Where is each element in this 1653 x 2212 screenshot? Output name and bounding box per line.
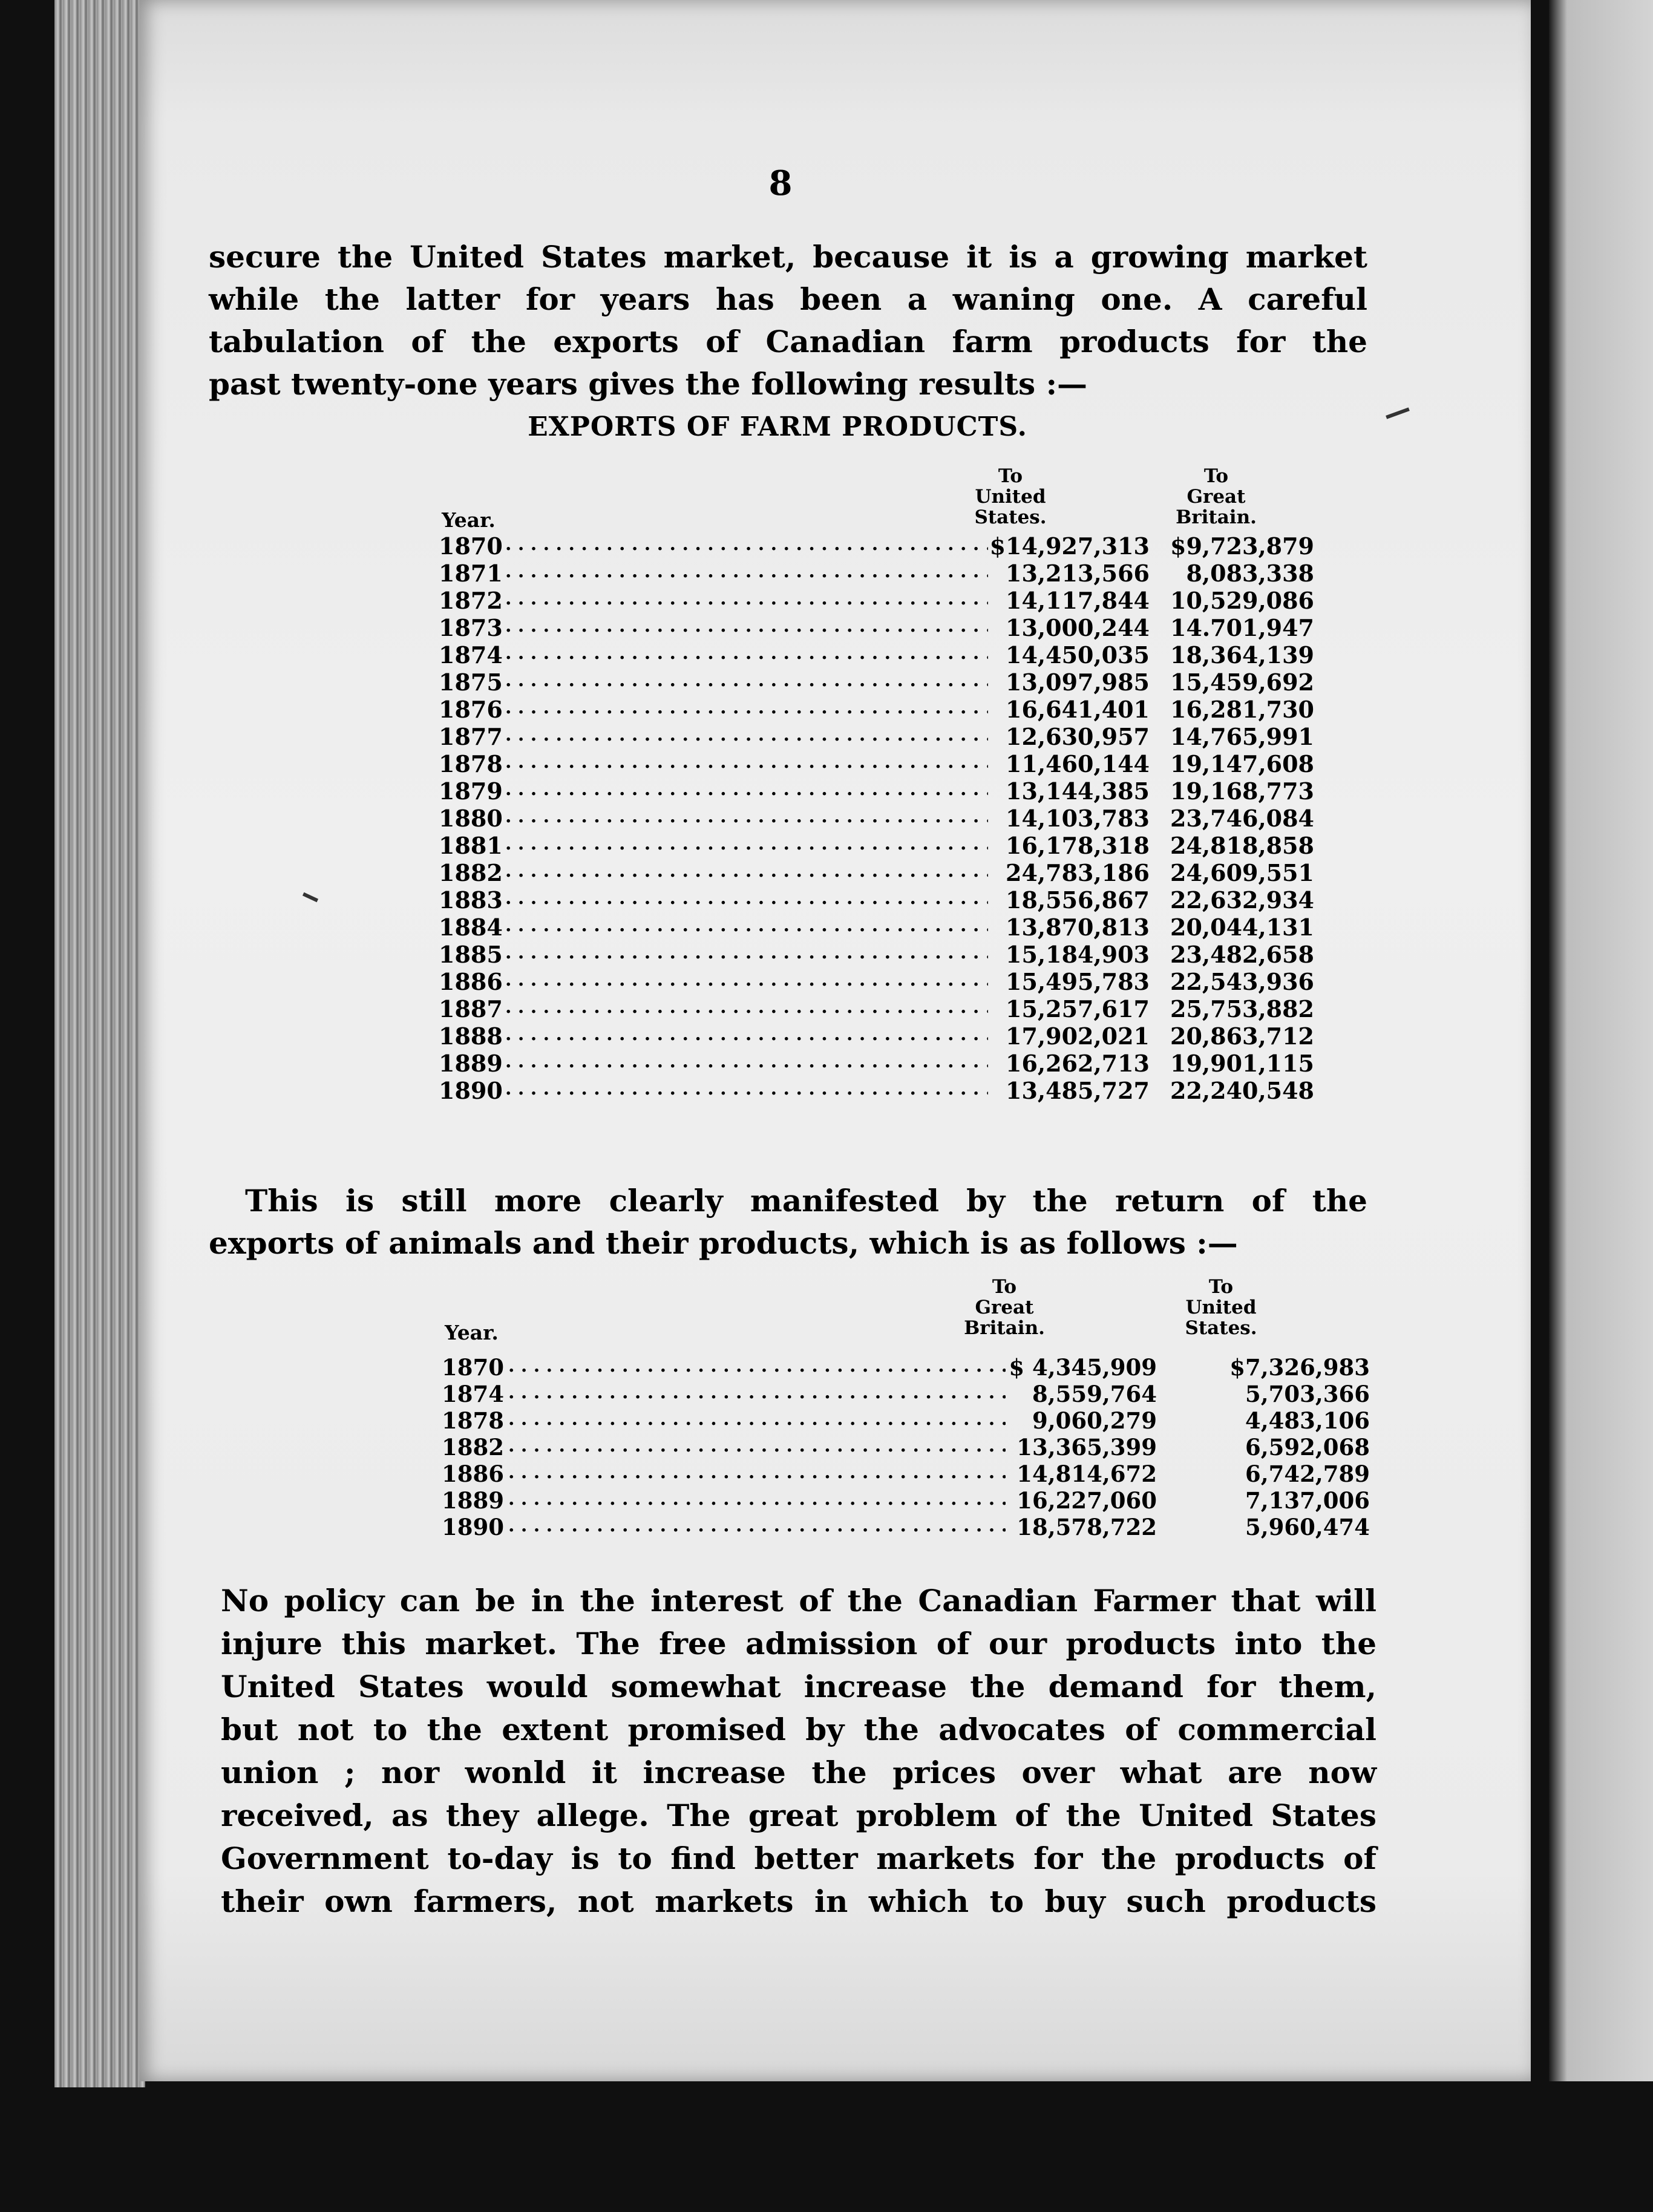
leader-dots: [505, 832, 988, 859]
leader-dots: [505, 1023, 988, 1050]
animal-exports-table: [442, 1354, 1370, 1540]
value-cell: 10,529,086: [1170, 587, 1314, 614]
value-cell: 5,703,366: [1245, 1381, 1370, 1407]
value-cell: 13,870,813: [1006, 914, 1150, 941]
value-cell: 19,147,608: [1170, 750, 1314, 777]
value-cell: 13,213,566: [1006, 560, 1150, 587]
leader-dots: [505, 750, 988, 777]
column-header-great-britain: [1156, 466, 1277, 528]
table-row: [439, 696, 1314, 723]
header-line: United: [975, 486, 1046, 508]
value-cell: 16,262,713: [1006, 1050, 1150, 1077]
value-cell: 16,178,318: [1006, 832, 1150, 859]
year-cell: 1886: [439, 968, 503, 995]
page-edges: [54, 0, 145, 2087]
table-row: [442, 1407, 1370, 1434]
value-cell: 16,641,401: [1006, 696, 1150, 723]
leader-dots: [505, 914, 988, 941]
year-cell: 1877: [439, 723, 503, 750]
leader-dots: [505, 1077, 988, 1104]
value-cell: 20,863,712: [1170, 1023, 1314, 1050]
year-cell: 1882: [439, 859, 503, 886]
leader-dots: [505, 995, 988, 1023]
value-cell: 19,168,773: [1170, 777, 1314, 805]
table-row: [439, 641, 1314, 669]
value-cell: 9,060,279: [1032, 1407, 1157, 1434]
leader-dots: [508, 1461, 1006, 1487]
value-cell: 16,281,730: [1170, 696, 1314, 723]
year-cell: 1876: [439, 696, 503, 723]
value-cell: 7,137,006: [1245, 1487, 1370, 1514]
table-row: [439, 832, 1314, 859]
value-cell: 8,559,764: [1032, 1381, 1157, 1407]
leader-dots: [505, 777, 988, 805]
year-cell: 1878: [442, 1407, 504, 1434]
column-header-great-britain: [944, 1277, 1065, 1338]
column-header-united-states: [950, 466, 1071, 528]
year-cell: 1884: [439, 914, 503, 941]
value-cell: 22,632,934: [1170, 886, 1314, 914]
leader-dots: [505, 886, 988, 914]
value-cell: 6,742,789: [1245, 1461, 1370, 1487]
year-cell: 1890: [442, 1514, 504, 1540]
leader-dots: [505, 859, 988, 886]
value-cell: 14,103,783: [1006, 805, 1150, 832]
value-cell: 15,257,617: [1006, 995, 1150, 1023]
value-cell: 24,609,551: [1170, 859, 1314, 886]
year-cell: 1887: [439, 995, 503, 1023]
table-row: [439, 587, 1314, 614]
leader-dots: [508, 1407, 1006, 1434]
value-cell: 13,485,727: [1006, 1077, 1150, 1104]
value-cell: $7,326,983: [1229, 1354, 1370, 1381]
year-cell: 1886: [442, 1461, 504, 1487]
text-line: past twenty-one years gives the following results :—: [209, 366, 1088, 402]
value-cell: 13,144,385: [1006, 777, 1150, 805]
header-line: To: [1203, 465, 1229, 487]
value-cell: 14,765,991: [1170, 723, 1314, 750]
year-cell: 1874: [439, 641, 503, 669]
table-row: [439, 995, 1314, 1023]
value-cell: 15,184,903: [1006, 941, 1150, 968]
value-cell: $14,927,313: [989, 532, 1150, 560]
value-cell: 18,556,867: [1006, 886, 1150, 914]
text-line: while the latter for years has been a waning one. A careful: [209, 281, 1367, 317]
leader-dots: [505, 669, 988, 696]
value-cell: 13,097,985: [1006, 669, 1150, 696]
year-cell: 1883: [439, 886, 503, 914]
leader-dots: [505, 641, 988, 669]
text-line: injure this market. The free admission of our products into the: [221, 1626, 1376, 1661]
header-line: United: [1185, 1297, 1257, 1318]
page-number: 8: [768, 163, 793, 203]
leader-dots: [508, 1514, 1006, 1540]
header-line: States.: [974, 506, 1047, 528]
leader-dots: [508, 1354, 1006, 1381]
header-line: Britain.: [1176, 506, 1257, 528]
middle-paragraph: [209, 1180, 1367, 1265]
table-row: [439, 1023, 1314, 1050]
year-cell: 1878: [439, 750, 503, 777]
leader-dots: [508, 1434, 1006, 1461]
text-line: tabulation of the exports of Canadian farm products for the: [209, 324, 1367, 359]
value-cell: 12,630,957: [1006, 723, 1150, 750]
value-cell: 16,227,060: [1016, 1487, 1157, 1514]
leader-dots: [505, 696, 988, 723]
table-row: [439, 750, 1314, 777]
leader-dots: [505, 587, 988, 614]
table-row: [442, 1434, 1370, 1461]
value-cell: 14,814,672: [1016, 1461, 1157, 1487]
text-line: exports of animals and their products, which is as follows :—: [209, 1225, 1238, 1261]
year-cell: 1881: [439, 832, 503, 859]
table-row: [439, 968, 1314, 995]
value-cell: 24,818,858: [1170, 832, 1314, 859]
leader-dots: [505, 614, 988, 641]
value-cell: 20,044,131: [1170, 914, 1314, 941]
table-row: [439, 614, 1314, 641]
value-cell: 22,543,936: [1170, 968, 1314, 995]
table-row: [439, 777, 1314, 805]
text-line: union ; nor wonld it increase the prices over what are now: [221, 1755, 1376, 1790]
value-cell: 15,459,692: [1170, 669, 1314, 696]
text-line: United States would somewhat increase the demand for them,: [221, 1669, 1376, 1704]
table-row: [439, 914, 1314, 941]
header-line: To: [1208, 1276, 1234, 1298]
value-cell: 4,483,106: [1245, 1407, 1370, 1434]
header-line: Great: [975, 1297, 1034, 1318]
value-cell: 19,901,115: [1170, 1050, 1314, 1077]
value-cell: 22,240,548: [1170, 1077, 1314, 1104]
value-cell: 18,578,722: [1016, 1514, 1157, 1540]
leader-dots: [508, 1487, 1006, 1514]
table-row: [442, 1381, 1370, 1407]
year-cell: 1873: [439, 614, 503, 641]
value-cell: 23,482,658: [1170, 941, 1314, 968]
header-line: Great: [1187, 486, 1246, 508]
leader-dots: [505, 941, 988, 968]
table-row: [442, 1487, 1370, 1514]
leader-dots: [505, 805, 988, 832]
year-cell: 1875: [439, 669, 503, 696]
year-cell: 1870: [442, 1354, 504, 1381]
table-title: EXPORTS OF FARM PRODUCTS.: [528, 411, 1027, 442]
text-line: No policy can be in the interest of the Canadian Farmer that will: [221, 1583, 1376, 1618]
leader-dots: [505, 723, 988, 750]
value-cell: $9,723,879: [1170, 532, 1314, 560]
facing-page-edge: [1549, 0, 1653, 2081]
table-row: [439, 560, 1314, 587]
value-cell: 14,117,844: [1006, 587, 1150, 614]
year-cell: 1889: [439, 1050, 503, 1077]
text-line: This is still more clearly manifested by the return of the: [245, 1183, 1367, 1219]
table-row: [439, 805, 1314, 832]
column-header-year: Year.: [442, 508, 496, 532]
value-cell: 14.701,947: [1170, 614, 1314, 641]
year-cell: 1874: [442, 1381, 504, 1407]
text-line: Government to-day is to find better markets for the products of: [221, 1841, 1376, 1876]
leader-dots: [505, 532, 988, 560]
table-row: [442, 1354, 1370, 1381]
header-line: To: [992, 1276, 1017, 1298]
table-row: [439, 941, 1314, 968]
column-header-year: Year.: [445, 1321, 499, 1344]
year-cell: 1872: [439, 587, 503, 614]
text-line: their own farmers, not markets in which to buy such products: [221, 1883, 1376, 1919]
table-row: [439, 886, 1314, 914]
value-cell: 8,083,338: [1186, 560, 1314, 587]
year-cell: 1880: [439, 805, 503, 832]
leader-dots: [508, 1381, 1006, 1407]
closing-paragraph: [221, 1579, 1376, 1923]
value-cell: 13,000,244: [1006, 614, 1150, 641]
value-cell: 6,592,068: [1245, 1434, 1370, 1461]
value-cell: 17,902,021: [1006, 1023, 1150, 1050]
text-line: received, as they allege. The great problem of the United States: [221, 1798, 1376, 1833]
year-cell: 1885: [439, 941, 503, 968]
year-cell: 1879: [439, 777, 503, 805]
value-cell: 23,746,084: [1170, 805, 1314, 832]
table-row: [439, 532, 1314, 560]
year-cell: 1882: [442, 1434, 504, 1461]
column-header-united-states: [1160, 1277, 1281, 1338]
value-cell: 15,495,783: [1006, 968, 1150, 995]
intro-paragraph: [209, 236, 1367, 405]
value-cell: $ 4,345,909: [1009, 1354, 1157, 1381]
year-cell: 1871: [439, 560, 503, 587]
text-line: secure the United States market, because it is a growing market: [209, 239, 1367, 275]
header-line: Britain.: [964, 1317, 1045, 1339]
value-cell: 13,365,399: [1016, 1434, 1157, 1461]
table-row: [439, 723, 1314, 750]
value-cell: 24,783,186: [1006, 859, 1150, 886]
value-cell: 25,753,882: [1170, 995, 1314, 1023]
farm-exports-table: [439, 532, 1314, 1104]
year-cell: 1889: [442, 1487, 504, 1514]
table-row: [442, 1461, 1370, 1487]
year-cell: 1890: [439, 1077, 503, 1104]
table-row: [442, 1514, 1370, 1540]
year-cell: 1888: [439, 1023, 503, 1050]
value-cell: 5,960,474: [1245, 1514, 1370, 1540]
leader-dots: [505, 1050, 988, 1077]
leader-dots: [505, 968, 988, 995]
value-cell: 14,450,035: [1006, 641, 1150, 669]
year-cell: 1870: [439, 532, 503, 560]
table-row: [439, 859, 1314, 886]
leader-dots: [505, 560, 988, 587]
text-line: but not to the extent promised by the advocates of commercial: [221, 1712, 1376, 1747]
value-cell: 18,364,139: [1170, 641, 1314, 669]
header-line: States.: [1185, 1317, 1257, 1339]
table-row: [439, 1077, 1314, 1104]
header-line: To: [998, 465, 1023, 487]
table-row: [439, 1050, 1314, 1077]
table-row: [439, 669, 1314, 696]
value-cell: 11,460,144: [1006, 750, 1150, 777]
